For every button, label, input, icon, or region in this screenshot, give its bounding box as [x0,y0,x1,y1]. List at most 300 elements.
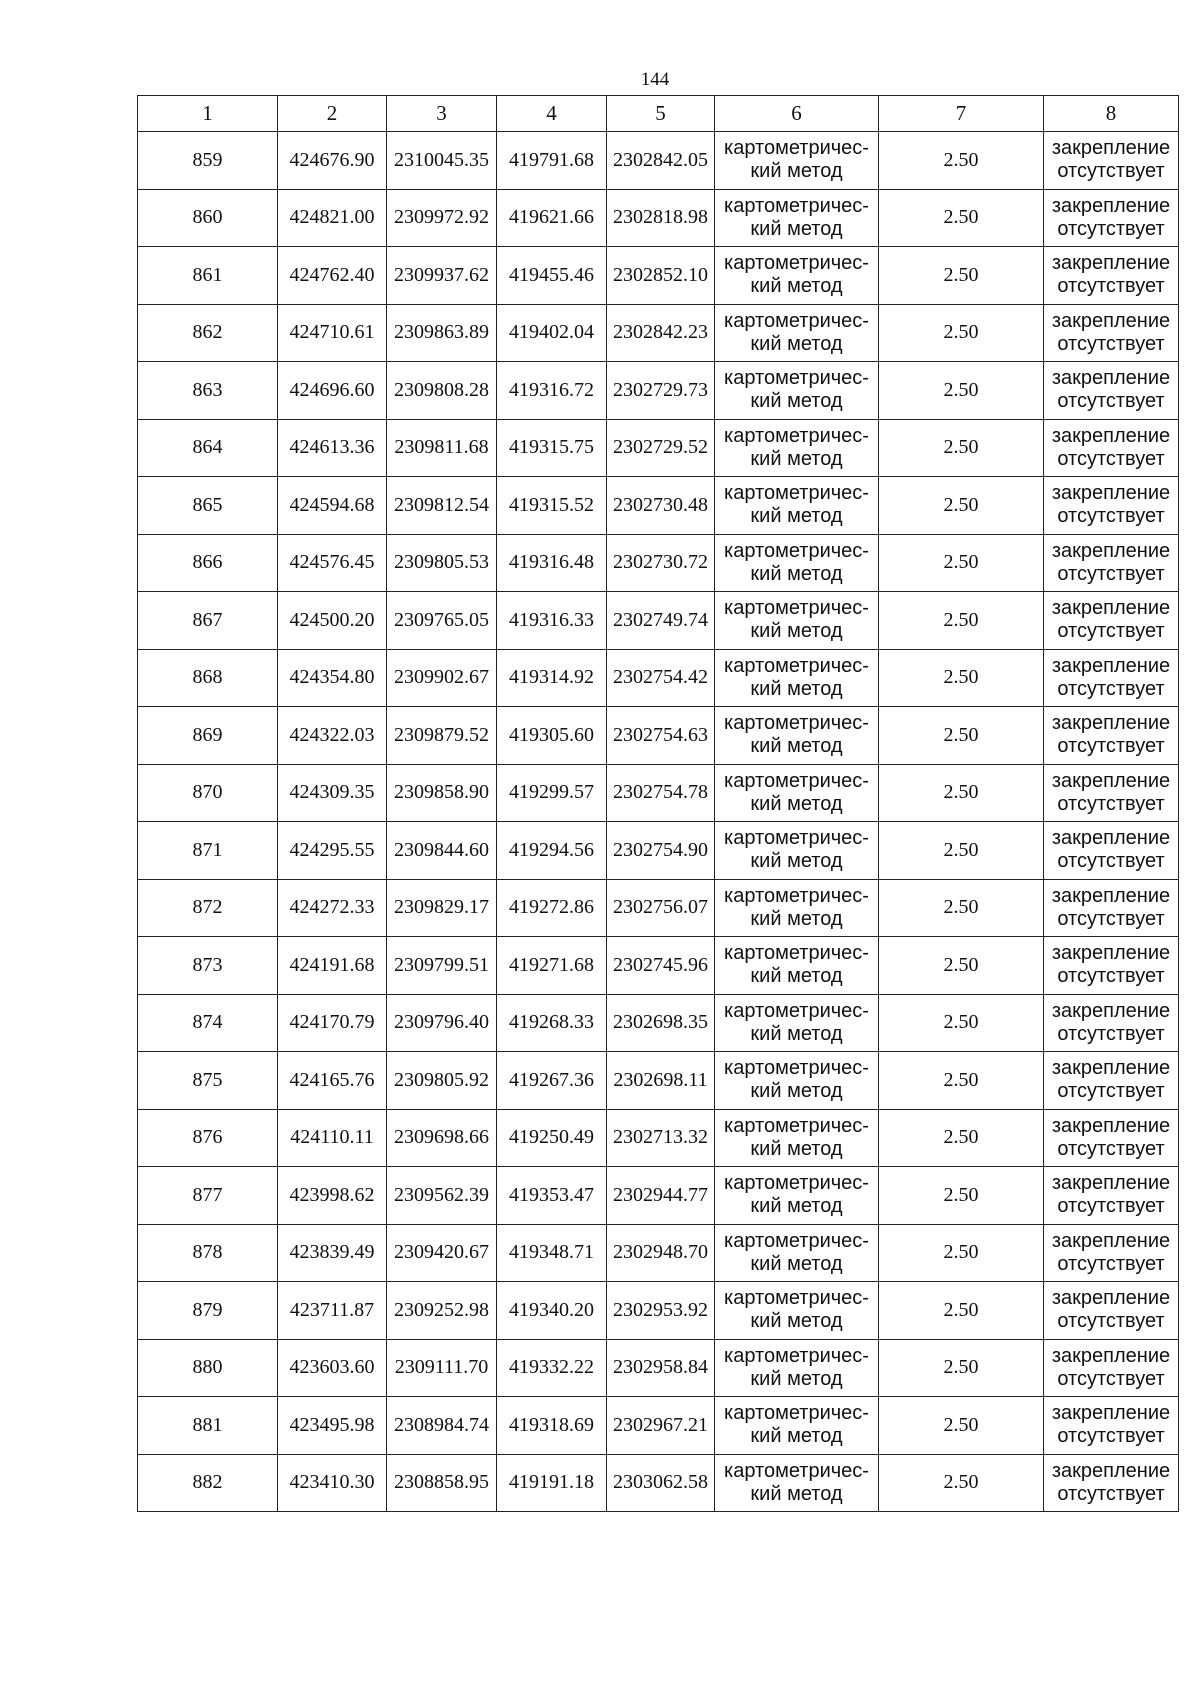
accuracy-cell: 2.50 [879,592,1044,650]
fixation-cell [1044,649,1179,707]
method-cell [715,1052,879,1110]
coordinate-cell: 2309796.40 [387,994,497,1052]
point-number-cell: 865 [138,477,278,535]
coordinate-cell: 2309808.28 [387,362,497,420]
table-row [138,1052,1179,1110]
coordinate-cell: 2308984.74 [387,1397,497,1455]
point-number-cell: 875 [138,1052,278,1110]
coordinate-cell: 2309812.54 [387,477,497,535]
accuracy-cell: 2.50 [879,1224,1044,1282]
fixation-cell [1044,247,1179,305]
coordinate-cell: 419305.60 [497,707,607,765]
fixation-cell [1044,994,1179,1052]
coordinate-cell: 424165.76 [278,1052,387,1110]
fixation-cell-line: отсутствует [1057,562,1165,585]
method-cell-line: кий метод [750,1367,843,1390]
table-row [138,1454,1179,1512]
fixation-cell [1044,1339,1179,1397]
point-number-cell: 882 [138,1454,278,1512]
coordinate-cell: 2302729.73 [607,362,715,420]
method-cell-line: кий метод [750,677,843,700]
accuracy-cell: 2.50 [879,1282,1044,1340]
fixation-cell-line: отсутствует [1057,1310,1165,1333]
accuracy-cell: 2.50 [879,994,1044,1052]
method-cell-line: картометричес- [724,482,869,505]
fixation-cell-line: закрепление [1051,884,1171,907]
fixation-cell-line: закрепление [1051,597,1171,620]
fixation-cell-line: закрепление [1051,539,1171,562]
fixation-cell-line: закрепление [1051,1402,1171,1425]
fixation-cell-line: отсутствует [1057,620,1165,643]
fixation-cell-line: отсутствует [1057,1482,1165,1505]
method-cell-line: картометричес- [724,1287,869,1310]
fixation-cell-line: закрепление [1051,942,1171,965]
point-number-cell: 864 [138,419,278,477]
coordinate-cell: 419250.49 [497,1109,607,1167]
point-number-cell: 874 [138,994,278,1052]
fixation-cell-line: закрепление [1051,1287,1171,1310]
coordinate-cell: 419316.48 [497,534,607,592]
coordinate-cell: 2309698.66 [387,1109,497,1167]
method-cell-line: картометричес- [724,424,869,447]
coordinate-cell: 419294.56 [497,822,607,880]
coordinate-cell: 2302754.42 [607,649,715,707]
coordinate-cell: 2309972.92 [387,189,497,247]
table-row [138,477,1179,535]
table-row [138,1339,1179,1397]
fixation-cell [1044,592,1179,650]
method-cell-line: кий метод [750,1137,843,1160]
coordinate-cell: 424354.80 [278,649,387,707]
table-row [138,649,1179,707]
table-row [138,362,1179,420]
accuracy-cell: 2.50 [879,132,1044,190]
fixation-cell-line: отсутствует [1057,850,1165,873]
method-cell-line: кий метод [750,160,843,183]
method-cell-line: картометричес- [724,137,869,160]
method-cell-line: картометричес- [724,999,869,1022]
method-cell [715,419,879,477]
method-cell-line: кий метод [750,332,843,355]
accuracy-cell: 2.50 [879,1397,1044,1455]
method-cell [715,1282,879,1340]
fixation-cell-line: отсутствует [1057,1367,1165,1390]
coordinate-cell: 424309.35 [278,764,387,822]
fixation-cell [1044,1167,1179,1225]
fixation-cell [1044,419,1179,477]
coordinate-cell: 2302713.32 [607,1109,715,1167]
fixation-cell [1044,1397,1179,1455]
coordinate-cell: 419318.69 [497,1397,607,1455]
method-cell [715,707,879,765]
fixation-cell-line: закрепление [1051,1459,1171,1482]
point-number-cell: 869 [138,707,278,765]
coordinate-cell: 419267.36 [497,1052,607,1110]
coordinate-cell: 424110.11 [278,1109,387,1167]
coordinate-cell: 2302852.10 [607,247,715,305]
point-number-cell: 879 [138,1282,278,1340]
coordinate-cell: 2302749.74 [607,592,715,650]
point-number-cell: 872 [138,879,278,937]
accuracy-cell: 2.50 [879,419,1044,477]
method-cell-line: картометричес- [724,942,869,965]
table-row [138,707,1179,765]
method-cell-line: кий метод [750,505,843,528]
accuracy-cell: 2.50 [879,189,1044,247]
table-row [138,879,1179,937]
table-row [138,419,1179,477]
accuracy-cell: 2.50 [879,362,1044,420]
coordinate-cell: 2309562.39 [387,1167,497,1225]
fixation-cell-line: отсутствует [1057,160,1165,183]
accuracy-cell: 2.50 [879,937,1044,995]
accuracy-cell: 2.50 [879,649,1044,707]
coordinate-cell: 2303062.58 [607,1454,715,1512]
method-cell [715,1454,879,1512]
fixation-cell-line: отсутствует [1057,965,1165,988]
coordinate-cell: 2309937.62 [387,247,497,305]
method-cell-line: картометричес- [724,1402,869,1425]
column-header: 2 [278,96,387,132]
coordinate-cell: 424676.90 [278,132,387,190]
accuracy-cell: 2.50 [879,1167,1044,1225]
fixation-cell-line: закрепление [1051,194,1171,217]
coordinate-cell: 419315.75 [497,419,607,477]
method-cell [715,132,879,190]
table-row [138,189,1179,247]
method-cell-line: картометричес- [724,1344,869,1367]
accuracy-cell: 2.50 [879,764,1044,822]
fixation-cell-line: отсутствует [1057,792,1165,815]
method-cell [715,1109,879,1167]
point-number-cell: 870 [138,764,278,822]
table-row [138,1167,1179,1225]
fixation-cell-line: отсутствует [1057,505,1165,528]
method-cell-line: кий метод [750,1482,843,1505]
column-header: 5 [607,96,715,132]
fixation-cell [1044,189,1179,247]
method-cell-line: картометричес- [724,884,869,907]
point-number-cell: 861 [138,247,278,305]
fixation-cell-line: закрепление [1051,827,1171,850]
method-cell-line: картометричес- [724,309,869,332]
method-cell [715,247,879,305]
coordinate-cell: 419340.20 [497,1282,607,1340]
fixation-cell-line: отсутствует [1057,1195,1165,1218]
accuracy-cell: 2.50 [879,879,1044,937]
coordinate-cell: 2309765.05 [387,592,497,650]
coordinate-cell: 419621.66 [497,189,607,247]
method-cell-line: кий метод [750,792,843,815]
fixation-cell-line: закрепление [1051,309,1171,332]
coordinate-cell: 424500.20 [278,592,387,650]
fixation-cell-line: отсутствует [1057,217,1165,240]
table-header-row [138,96,1179,132]
column-header: 4 [497,96,607,132]
point-number-cell: 859 [138,132,278,190]
fixation-cell-line: закрепление [1051,1114,1171,1137]
coordinate-cell: 2309252.98 [387,1282,497,1340]
method-cell-line: кий метод [750,275,843,298]
coordinate-cell: 2308858.95 [387,1454,497,1512]
coordinate-cell: 2302958.84 [607,1339,715,1397]
coordinate-cell: 419316.33 [497,592,607,650]
table-row [138,994,1179,1052]
fixation-cell-line: закрепление [1051,999,1171,1022]
method-cell [715,764,879,822]
accuracy-cell: 2.50 [879,1454,1044,1512]
method-cell-line: кий метод [750,965,843,988]
method-cell-line: кий метод [750,1425,843,1448]
method-cell-line: кий метод [750,850,843,873]
coordinate-cell: 419271.68 [497,937,607,995]
fixation-cell [1044,534,1179,592]
fixation-cell-line: отсутствует [1057,390,1165,413]
coordinate-cell: 2302953.92 [607,1282,715,1340]
point-number-cell: 881 [138,1397,278,1455]
table-row [138,1109,1179,1167]
coordinate-cell: 419455.46 [497,247,607,305]
fixation-cell [1044,822,1179,880]
point-number-cell: 867 [138,592,278,650]
method-cell [715,649,879,707]
coordinate-cell: 2302698.35 [607,994,715,1052]
fixation-cell-line: закрепление [1051,424,1171,447]
table-row [138,822,1179,880]
point-number-cell: 863 [138,362,278,420]
coordinate-cell: 2309420.67 [387,1224,497,1282]
method-cell-line: картометричес- [724,654,869,677]
coordinate-cell: 2309799.51 [387,937,497,995]
method-cell-line: кий метод [750,907,843,930]
fixation-cell-line: закрепление [1051,769,1171,792]
coordinate-cell: 419332.22 [497,1339,607,1397]
fixation-cell-line: закрепление [1051,1229,1171,1252]
fixation-cell [1044,1224,1179,1282]
fixation-cell [1044,362,1179,420]
method-cell-line: кий метод [750,1022,843,1045]
method-cell-line: картометричес- [724,827,869,850]
coordinate-cell: 2302756.07 [607,879,715,937]
point-number-cell: 876 [138,1109,278,1167]
coordinate-cell: 424710.61 [278,304,387,362]
fixation-cell [1044,707,1179,765]
method-cell [715,477,879,535]
coordinate-cell: 424170.79 [278,994,387,1052]
coordinate-cell: 2309902.67 [387,649,497,707]
point-number-cell: 877 [138,1167,278,1225]
accuracy-cell: 2.50 [879,1339,1044,1397]
table-row [138,304,1179,362]
method-cell-line: картометричес- [724,539,869,562]
coordinate-cell: 2302948.70 [607,1224,715,1282]
fixation-cell-line: отсутствует [1057,1137,1165,1160]
coordinate-cell: 2302842.23 [607,304,715,362]
coordinate-cell: 424613.36 [278,419,387,477]
table-row [138,1282,1179,1340]
method-cell-line: кий метод [750,447,843,470]
table-body [138,132,1179,1512]
point-number-cell: 868 [138,649,278,707]
method-cell [715,1397,879,1455]
method-cell-line: кий метод [750,735,843,758]
fixation-cell-line: отсутствует [1057,1080,1165,1103]
table-row [138,1224,1179,1282]
fixation-cell-line: закрепление [1051,252,1171,275]
coordinate-cell: 2309863.89 [387,304,497,362]
fixation-cell-line: закрепление [1051,1172,1171,1195]
method-cell [715,879,879,937]
method-cell [715,937,879,995]
table-row [138,534,1179,592]
fixation-cell-line: отсутствует [1057,1425,1165,1448]
fixation-cell [1044,1109,1179,1167]
method-cell-line: картометричес- [724,367,869,390]
method-cell-line: кий метод [750,562,843,585]
coordinate-cell: 2310045.35 [387,132,497,190]
coordinate-cell: 2309111.70 [387,1339,497,1397]
accuracy-cell: 2.50 [879,304,1044,362]
coordinate-cell: 2302729.52 [607,419,715,477]
accuracy-cell: 2.50 [879,534,1044,592]
table-row [138,132,1179,190]
coordinate-cell: 419353.47 [497,1167,607,1225]
method-cell [715,1167,879,1225]
coordinate-cell: 424576.45 [278,534,387,592]
fixation-cell [1044,132,1179,190]
coordinate-cell: 419268.33 [497,994,607,1052]
method-cell-line: картометричес- [724,1057,869,1080]
coordinate-cell: 419791.68 [497,132,607,190]
coordinate-cell: 419402.04 [497,304,607,362]
method-cell [715,304,879,362]
coordinate-cell: 423839.49 [278,1224,387,1282]
accuracy-cell: 2.50 [879,707,1044,765]
column-header: 1 [138,96,278,132]
method-cell [715,1224,879,1282]
point-number-cell: 862 [138,304,278,362]
table-row [138,764,1179,822]
column-header: 8 [1044,96,1179,132]
coordinate-cell: 423410.30 [278,1454,387,1512]
method-cell-line: кий метод [750,217,843,240]
coordinate-cell: 424322.03 [278,707,387,765]
fixation-cell [1044,1052,1179,1110]
accuracy-cell: 2.50 [879,822,1044,880]
column-header: 3 [387,96,497,132]
method-cell [715,822,879,880]
coordinate-cell: 2302754.90 [607,822,715,880]
coordinate-cell: 2302944.77 [607,1167,715,1225]
method-cell [715,994,879,1052]
coordinate-cell: 423603.60 [278,1339,387,1397]
coordinate-cell: 419272.86 [497,879,607,937]
column-header: 7 [879,96,1044,132]
coordinate-cell: 2309844.60 [387,822,497,880]
method-cell-line: кий метод [750,390,843,413]
method-cell-line: кий метод [750,620,843,643]
fixation-cell-line: отсутствует [1057,1252,1165,1275]
method-cell-line: картометричес- [724,194,869,217]
method-cell-line: картометричес- [724,1229,869,1252]
fixation-cell-line: отсутствует [1057,447,1165,470]
accuracy-cell: 2.50 [879,477,1044,535]
coordinate-cell: 419316.72 [497,362,607,420]
fixation-cell [1044,764,1179,822]
fixation-cell-line: закрепление [1051,1057,1171,1080]
table-row [138,247,1179,305]
coordinate-cell: 419314.92 [497,649,607,707]
coordinate-cell: 424272.33 [278,879,387,937]
point-number-cell: 880 [138,1339,278,1397]
method-cell-line: картометричес- [724,252,869,275]
fixation-cell-line: отсутствует [1057,735,1165,758]
column-header: 6 [715,96,879,132]
method-cell [715,189,879,247]
coordinate-cell: 424191.68 [278,937,387,995]
fixation-cell-line: отсутствует [1057,275,1165,298]
coordinate-cell: 2302754.63 [607,707,715,765]
fixation-cell [1044,477,1179,535]
method-cell [715,592,879,650]
coordinate-cell: 2309858.90 [387,764,497,822]
coordinate-cell: 2302818.98 [607,189,715,247]
fixation-cell-line: закрепление [1051,654,1171,677]
fixation-cell-line: закрепление [1051,1344,1171,1367]
coordinate-cell: 424821.00 [278,189,387,247]
method-cell-line: кий метод [750,1195,843,1218]
coordinate-cell: 2302730.72 [607,534,715,592]
fixation-cell-line: закрепление [1051,712,1171,735]
point-number-cell: 866 [138,534,278,592]
coordinate-cell: 419315.52 [497,477,607,535]
fixation-cell-line: отсутствует [1057,1022,1165,1045]
method-cell [715,534,879,592]
coordinate-cell: 424594.68 [278,477,387,535]
fixation-cell-line: закрепление [1051,367,1171,390]
coordinate-cell: 2302754.78 [607,764,715,822]
fixation-cell-line: отсутствует [1057,677,1165,700]
table-row [138,1397,1179,1455]
accuracy-cell: 2.50 [879,1052,1044,1110]
fixation-cell [1044,937,1179,995]
method-cell-line: картометричес- [724,1172,869,1195]
coordinate-cell: 419191.18 [497,1454,607,1512]
coordinate-cell: 2309811.68 [387,419,497,477]
method-cell [715,362,879,420]
coordinate-cell: 423998.62 [278,1167,387,1225]
table-row [138,937,1179,995]
coordinate-cell: 2302745.96 [607,937,715,995]
fixation-cell [1044,304,1179,362]
method-cell-line: картометричес- [724,712,869,735]
fixation-cell-line: отсутствует [1057,907,1165,930]
point-number-cell: 860 [138,189,278,247]
coordinate-cell: 424696.60 [278,362,387,420]
coordinate-cell: 2302730.48 [607,477,715,535]
coordinate-cell: 419299.57 [497,764,607,822]
method-cell-line: кий метод [750,1080,843,1103]
fixation-cell-line: отсутствует [1057,332,1165,355]
point-number-cell: 878 [138,1224,278,1282]
accuracy-cell: 2.50 [879,247,1044,305]
fixation-cell [1044,1454,1179,1512]
coordinate-cell: 2309829.17 [387,879,497,937]
coordinate-cell: 424295.55 [278,822,387,880]
fixation-cell-line: закрепление [1051,137,1171,160]
coordinate-cell: 2309879.52 [387,707,497,765]
page-number: 144 [640,69,670,90]
